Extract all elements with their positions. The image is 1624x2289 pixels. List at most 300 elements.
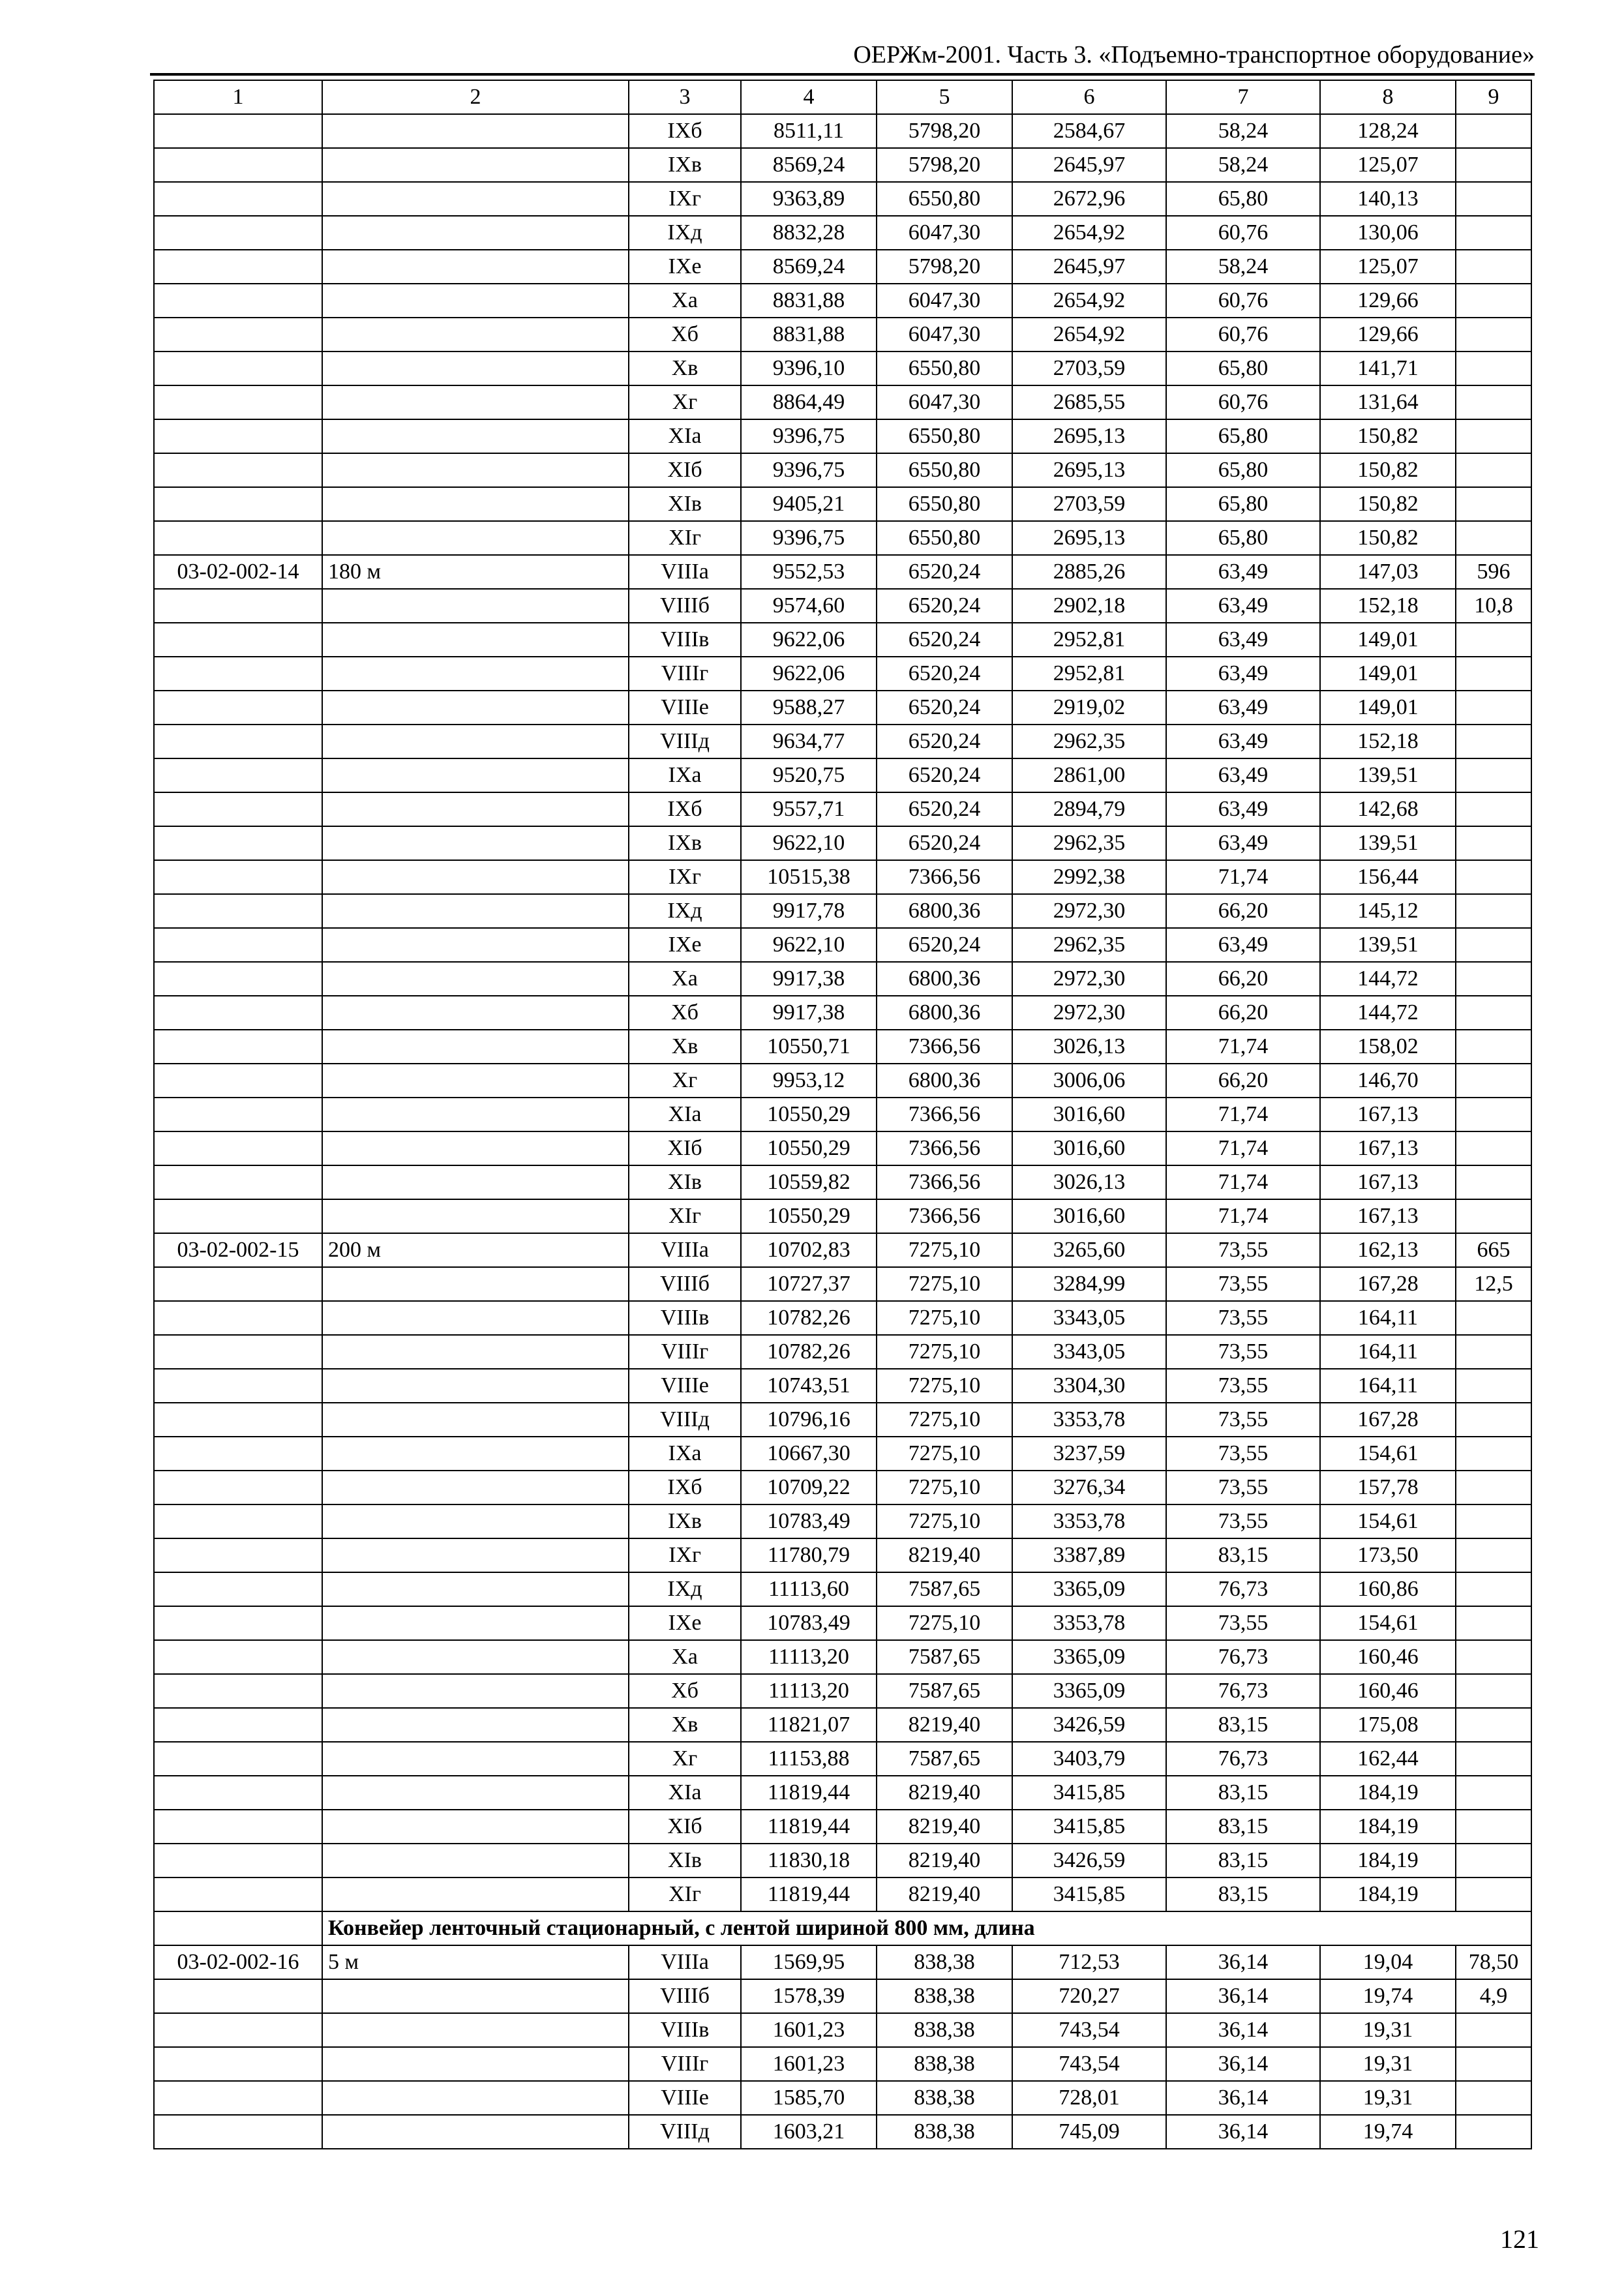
column-number-row	[154, 80, 1531, 114]
table-cell-col-8: 129,66	[1320, 284, 1456, 318]
table-cell-col-8: 160,46	[1320, 1674, 1456, 1708]
table-cell-col-6: 3415,85	[1012, 1776, 1166, 1810]
table-cell-col-6: 2919,02	[1012, 691, 1166, 725]
table-cell-col-1	[154, 1606, 322, 1640]
table-cell-col-2	[322, 962, 629, 996]
table-row	[154, 962, 1531, 996]
table-row	[154, 1776, 1531, 1810]
table-cell-col-2	[322, 1674, 629, 1708]
table-cell-col-3: XIв	[629, 1165, 741, 1199]
table-cell-col-6: 2703,59	[1012, 487, 1166, 521]
table-cell-col-6: 2902,18	[1012, 589, 1166, 623]
table-cell-col-3: VIIIе	[629, 2081, 741, 2115]
table-cell-col-6: 3304,30	[1012, 1369, 1166, 1403]
table-cell-col-4: 10743,51	[741, 1369, 877, 1403]
table-cell-col-6: 2695,13	[1012, 453, 1166, 487]
table-cell-col-4: 11113,20	[741, 1640, 877, 1674]
table-cell-col-1	[154, 1979, 322, 2013]
table-cell-col-5: 6047,30	[877, 216, 1012, 250]
table-cell-col-2	[322, 1437, 629, 1471]
table-cell-col-2	[322, 521, 629, 555]
table-cell-col-4: 11780,79	[741, 1538, 877, 1572]
table-cell-col-9: 665	[1456, 1233, 1531, 1267]
table-cell-col-8: 164,11	[1320, 1301, 1456, 1335]
table-cell-col-6: 3343,05	[1012, 1335, 1166, 1369]
table-cell-col-9	[1456, 1471, 1531, 1504]
table-cell-col-2	[322, 1064, 629, 1098]
table-cell-col-8: 125,07	[1320, 250, 1456, 284]
table-cell-col-5: 6550,80	[877, 419, 1012, 453]
table-row	[154, 284, 1531, 318]
table-cell-col-7: 36,14	[1166, 1979, 1320, 2013]
table-cell-col-6: 3026,13	[1012, 1030, 1166, 1064]
table-cell-col-2	[322, 114, 629, 148]
table-row	[154, 1504, 1531, 1538]
table-cell-col-4: 10727,37	[741, 1267, 877, 1301]
table-cell-col-7: 71,74	[1166, 1131, 1320, 1165]
table-cell-col-2	[322, 1165, 629, 1199]
table-cell-col-3: Xв	[629, 1030, 741, 1064]
table-cell-col-2	[322, 1403, 629, 1437]
table-row	[154, 996, 1531, 1030]
table-cell-col-2: 5 м	[322, 1945, 629, 1979]
table-cell-col-9	[1456, 1572, 1531, 1606]
table-cell-col-9	[1456, 2047, 1531, 2081]
table-cell-col-1	[154, 2115, 322, 2149]
table-cell-col-7: 65,80	[1166, 453, 1320, 487]
table-cell-col-2	[322, 1471, 629, 1504]
table-row	[154, 623, 1531, 657]
table-cell-col-9	[1456, 1844, 1531, 1878]
table-row	[154, 453, 1531, 487]
table-cell-col-2	[322, 318, 629, 352]
column-number: 1	[154, 80, 322, 114]
table-cell-col-7: 65,80	[1166, 352, 1320, 385]
table-cell-col-3: XIг	[629, 521, 741, 555]
table-cell-col-8: 162,13	[1320, 1233, 1456, 1267]
table-row	[154, 1301, 1531, 1335]
table-cell-col-1	[154, 1098, 322, 1131]
table-row	[154, 2047, 1531, 2081]
table-cell-col-3: Xа	[629, 1640, 741, 1674]
table-cell-col-7: 36,14	[1166, 2115, 1320, 2149]
table-cell-col-2	[322, 1878, 629, 1911]
table-cell-col-4: 10515,38	[741, 860, 877, 894]
table-cell-col-2	[322, 1301, 629, 1335]
table-cell-col-7: 71,74	[1166, 1165, 1320, 1199]
table-cell-col-2	[322, 792, 629, 826]
table-cell-col-3: XIг	[629, 1878, 741, 1911]
table-cell-col-6: 3365,09	[1012, 1674, 1166, 1708]
table-cell-col-8: 19,04	[1320, 1945, 1456, 1979]
table-row	[154, 1708, 1531, 1742]
table-cell-col-5: 5798,20	[877, 114, 1012, 148]
table-cell-col-1	[154, 1742, 322, 1776]
table-row	[154, 250, 1531, 284]
table-cell-col-1	[154, 2047, 322, 2081]
table-cell-col-8: 128,24	[1320, 114, 1456, 148]
table-cell-col-4: 8831,88	[741, 318, 877, 352]
table-cell-col-5: 7275,10	[877, 1335, 1012, 1369]
table-cell-col-7: 63,49	[1166, 928, 1320, 962]
table-cell-col-9	[1456, 419, 1531, 453]
table-cell-col-2	[322, 1267, 629, 1301]
table-cell-col-7: 65,80	[1166, 521, 1320, 555]
table-row	[154, 928, 1531, 962]
table-cell-col-9	[1456, 385, 1531, 419]
table-cell-col-7: 66,20	[1166, 996, 1320, 1030]
table-cell-col-3: IXб	[629, 114, 741, 148]
column-number: 6	[1012, 80, 1166, 114]
table-row	[154, 1640, 1531, 1674]
table-row	[154, 1878, 1531, 1911]
table-cell-col-9	[1456, 657, 1531, 691]
table-cell-col-3: IXб	[629, 792, 741, 826]
table-row	[154, 114, 1531, 148]
price-table	[153, 80, 1532, 2149]
table-cell-col-4: 9622,10	[741, 826, 877, 860]
table-cell-col-5: 8219,40	[877, 1708, 1012, 1742]
table-cell-col-8: 19,74	[1320, 1979, 1456, 2013]
table-cell-col-7: 36,14	[1166, 2047, 1320, 2081]
table-cell-col-3: VIIIа	[629, 555, 741, 589]
table-cell-col-6: 2654,92	[1012, 318, 1166, 352]
table-cell-col-5: 6800,36	[877, 1064, 1012, 1098]
table-cell-col-4: 10702,83	[741, 1233, 877, 1267]
table-cell-col-7: 36,14	[1166, 2013, 1320, 2047]
table-cell-col-7: 83,15	[1166, 1776, 1320, 1810]
table-cell-col-9	[1456, 1064, 1531, 1098]
table-cell-col-9	[1456, 1878, 1531, 1911]
table-cell-col-6: 720,27	[1012, 1979, 1166, 2013]
table-row	[154, 1369, 1531, 1403]
table-cell-col-3: VIIIе	[629, 1369, 741, 1403]
table-cell-col-1	[154, 1131, 322, 1165]
table-cell-col-9	[1456, 1640, 1531, 1674]
table-cell-col-9	[1456, 1335, 1531, 1369]
table-cell-col-1	[154, 623, 322, 657]
table-row	[154, 758, 1531, 792]
table-cell-col-3: IXд	[629, 216, 741, 250]
table-cell-col-8: 150,82	[1320, 487, 1456, 521]
table-cell-col-2	[322, 182, 629, 216]
table-cell-col-4: 11819,44	[741, 1878, 877, 1911]
table-cell-col-5: 7275,10	[877, 1504, 1012, 1538]
table-cell-col-1	[154, 2013, 322, 2047]
table-cell-col-3: Xг	[629, 1064, 741, 1098]
table-row	[154, 826, 1531, 860]
table-cell-col-3: VIIIб	[629, 589, 741, 623]
table-cell-col-3: XIв	[629, 487, 741, 521]
table-cell-col-6: 2972,30	[1012, 894, 1166, 928]
table-cell-col-3: IXе	[629, 250, 741, 284]
table-cell-col-8: 150,82	[1320, 453, 1456, 487]
table-cell-col-2	[322, 860, 629, 894]
table-cell-col-1	[154, 521, 322, 555]
table-cell-col-6: 3016,60	[1012, 1098, 1166, 1131]
table-cell-col-5: 6047,30	[877, 284, 1012, 318]
table-row	[154, 1674, 1531, 1708]
table-cell-col-5: 7275,10	[877, 1233, 1012, 1267]
table-cell-col-8: 152,18	[1320, 725, 1456, 758]
table-row	[154, 2013, 1531, 2047]
table-cell-col-4: 10550,29	[741, 1199, 877, 1233]
table-cell-col-9	[1456, 1538, 1531, 1572]
table-cell-col-4: 9552,53	[741, 555, 877, 589]
table-cell-col-3: IXг	[629, 182, 741, 216]
table-cell-col-5: 6800,36	[877, 894, 1012, 928]
table-row	[154, 1064, 1531, 1098]
table-cell-col-5: 838,38	[877, 1979, 1012, 2013]
table-cell-col-2	[322, 826, 629, 860]
table-cell-col-2	[322, 1538, 629, 1572]
table-cell-col-2	[322, 894, 629, 928]
table-cell-col-3: XIб	[629, 1810, 741, 1844]
table-cell-col-4: 9557,71	[741, 792, 877, 826]
table-cell-col-9: 4,9	[1456, 1979, 1531, 2013]
table-cell-col-9	[1456, 1369, 1531, 1403]
table-cell-col-9: 10,8	[1456, 589, 1531, 623]
table-cell-col-1	[154, 928, 322, 962]
table-cell-col-1	[154, 250, 322, 284]
table-cell-col-7: 73,55	[1166, 1437, 1320, 1471]
table-cell-col-9	[1456, 1437, 1531, 1471]
table-cell-col-3: VIIIв	[629, 1301, 741, 1335]
table-cell-col-2: 180 м	[322, 555, 629, 589]
table-cell-col-4: 9574,60	[741, 589, 877, 623]
table-row	[154, 148, 1531, 182]
table-cell-col-6: 2962,35	[1012, 826, 1166, 860]
table-cell-col-8: 184,19	[1320, 1810, 1456, 1844]
table-row	[154, 1437, 1531, 1471]
table-cell-col-1	[154, 725, 322, 758]
table-cell-col-5: 6550,80	[877, 182, 1012, 216]
table-cell-col-6: 743,54	[1012, 2013, 1166, 2047]
table-cell-col-8: 157,78	[1320, 1471, 1456, 1504]
table-cell-col-5: 838,38	[877, 2047, 1012, 2081]
table-cell-col-7: 73,55	[1166, 1606, 1320, 1640]
table-cell-col-4: 10550,71	[741, 1030, 877, 1064]
table-cell-col-3: VIIIб	[629, 1979, 741, 2013]
table-cell-col-8: 152,18	[1320, 589, 1456, 623]
table-cell-col-6: 712,53	[1012, 1945, 1166, 1979]
table-cell-col-1	[154, 419, 322, 453]
table-cell-col-3: VIIIд	[629, 1403, 741, 1437]
table-cell-col-7: 66,20	[1166, 1064, 1320, 1098]
table-cell-col-2	[322, 589, 629, 623]
table-cell-col-4: 8864,49	[741, 385, 877, 419]
table-cell-col-8: 167,13	[1320, 1098, 1456, 1131]
table-cell-col-4: 9622,06	[741, 623, 877, 657]
table-cell-col-6: 2962,35	[1012, 928, 1166, 962]
table-cell-col-4: 8832,28	[741, 216, 877, 250]
table-cell-col-8: 164,11	[1320, 1369, 1456, 1403]
table-cell-col-8: 167,28	[1320, 1267, 1456, 1301]
table-cell-col-4: 11819,44	[741, 1776, 877, 1810]
table-cell-col-9	[1456, 1606, 1531, 1640]
table-cell-col-8: 131,64	[1320, 385, 1456, 419]
table-cell-col-4: 11153,88	[741, 1742, 877, 1776]
table-cell-col-5: 838,38	[877, 1945, 1012, 1979]
table-cell-col-1	[154, 318, 322, 352]
table-cell-col-5: 7275,10	[877, 1267, 1012, 1301]
table-cell-col-9	[1456, 1131, 1531, 1165]
table-cell-col-1	[154, 1369, 322, 1403]
table-cell-col-6: 2972,30	[1012, 962, 1166, 996]
table-cell-col-8: 167,13	[1320, 1131, 1456, 1165]
table-cell-col-8: 184,19	[1320, 1776, 1456, 1810]
table-cell-col-1	[154, 453, 322, 487]
table-cell-col-6: 2672,96	[1012, 182, 1166, 216]
table-cell-col-1	[154, 352, 322, 385]
table-cell-col-4: 10783,49	[741, 1606, 877, 1640]
table-row	[154, 1572, 1531, 1606]
table-cell-col-9	[1456, 521, 1531, 555]
table-cell-col-4: 1585,70	[741, 2081, 877, 2115]
table-cell-col-5: 8219,40	[877, 1538, 1012, 1572]
table-cell-col-5: 6550,80	[877, 487, 1012, 521]
table-cell-col-5: 6520,24	[877, 792, 1012, 826]
table-cell-col-4: 9917,38	[741, 996, 877, 1030]
table-cell-col-5: 7275,10	[877, 1301, 1012, 1335]
table-cell-col-2	[322, 250, 629, 284]
table-cell-col-9	[1456, 148, 1531, 182]
table-cell-col-3: IXв	[629, 826, 741, 860]
table-cell-col-9	[1456, 182, 1531, 216]
table-cell-col-7: 60,76	[1166, 385, 1320, 419]
table-cell-col-6: 2894,79	[1012, 792, 1166, 826]
table-cell-col-9: 596	[1456, 555, 1531, 589]
table-cell-col-1	[154, 1504, 322, 1538]
table-cell-col-3: VIIIа	[629, 1945, 741, 1979]
table-cell-col-7: 63,49	[1166, 792, 1320, 826]
table-cell-col-7: 36,14	[1166, 1945, 1320, 1979]
table-cell-col-9	[1456, 2013, 1531, 2047]
table-cell-col-5: 838,38	[877, 2081, 1012, 2115]
table-row	[154, 1098, 1531, 1131]
table-body	[154, 114, 1531, 2149]
table-cell-col-3: XIб	[629, 453, 741, 487]
table-cell-col-2	[322, 1708, 629, 1742]
table-cell-col-9	[1456, 1301, 1531, 1335]
table-cell-col-4: 9917,78	[741, 894, 877, 928]
table-cell-col-4: 10550,29	[741, 1131, 877, 1165]
table-row	[154, 894, 1531, 928]
table-cell-col-8: 150,82	[1320, 521, 1456, 555]
table-cell-col-2	[322, 1369, 629, 1403]
table-cell-col-5: 7366,56	[877, 1199, 1012, 1233]
table-cell-col-2: 200 м	[322, 1233, 629, 1267]
table-cell-col-6: 743,54	[1012, 2047, 1166, 2081]
table-cell-col-4: 1601,23	[741, 2013, 877, 2047]
table-cell-col-7: 63,49	[1166, 623, 1320, 657]
table-cell-col-6: 2885,26	[1012, 555, 1166, 589]
table-cell-col-3: Xг	[629, 385, 741, 419]
table-cell-col-3: VIIIд	[629, 2115, 741, 2149]
table-cell-col-8: 164,11	[1320, 1335, 1456, 1369]
table-cell-col-8: 144,72	[1320, 962, 1456, 996]
table-cell-col-5: 7275,10	[877, 1471, 1012, 1504]
table-cell-col-4: 10709,22	[741, 1471, 877, 1504]
table-cell-col-8: 140,13	[1320, 182, 1456, 216]
table-row	[154, 1233, 1531, 1267]
table-cell-col-1	[154, 1708, 322, 1742]
table-cell-col-3: Xг	[629, 1742, 741, 1776]
table-cell-col-6: 3353,78	[1012, 1504, 1166, 1538]
table-cell-col-9	[1456, 1165, 1531, 1199]
table-cell-col-3: VIIIе	[629, 691, 741, 725]
table-cell-col-1	[154, 657, 322, 691]
table-row	[154, 182, 1531, 216]
table-cell-col-5: 7275,10	[877, 1369, 1012, 1403]
table-cell-col-8: 154,61	[1320, 1504, 1456, 1538]
table-cell-col-5: 6550,80	[877, 453, 1012, 487]
table-cell-col-4: 10783,49	[741, 1504, 877, 1538]
table-cell-col-7: 58,24	[1166, 114, 1320, 148]
table-cell-col-7: 83,15	[1166, 1844, 1320, 1878]
table-cell-col-2	[322, 657, 629, 691]
table-cell-col-9	[1456, 623, 1531, 657]
table-cell-col-5: 7587,65	[877, 1742, 1012, 1776]
table-cell-col-3: Xб	[629, 1674, 741, 1708]
header-rule	[150, 73, 1535, 76]
table-cell-col-4: 8569,24	[741, 250, 877, 284]
table-cell-col-1	[154, 1810, 322, 1844]
table-cell-col-9	[1456, 2115, 1531, 2149]
table-cell-col-5: 6047,30	[877, 318, 1012, 352]
table-cell-col-6: 2992,38	[1012, 860, 1166, 894]
table-row	[154, 657, 1531, 691]
table-cell-col-2	[322, 758, 629, 792]
table-cell-col-1	[154, 284, 322, 318]
table-cell-col-9	[1456, 1742, 1531, 1776]
table-cell-col-4: 9953,12	[741, 1064, 877, 1098]
table-cell-col-9	[1456, 453, 1531, 487]
table-cell-col-7: 60,76	[1166, 318, 1320, 352]
table-cell-col-8: 160,46	[1320, 1640, 1456, 1674]
table-cell-col-3: Xа	[629, 284, 741, 318]
table-cell-col-7: 73,55	[1166, 1267, 1320, 1301]
table-cell-col-2	[322, 1742, 629, 1776]
table-cell-col-3: IXд	[629, 1572, 741, 1606]
table-cell-col-1	[154, 216, 322, 250]
table-cell-col-1	[154, 1301, 322, 1335]
table-cell-col-7: 83,15	[1166, 1878, 1320, 1911]
table-cell-col-3: VIIIв	[629, 623, 741, 657]
table-cell-col-2	[322, 1199, 629, 1233]
table-cell-col-5: 7275,10	[877, 1606, 1012, 1640]
table-cell-col-3: VIIIг	[629, 1335, 741, 1369]
table-cell-col-5: 8219,40	[877, 1810, 1012, 1844]
table-cell-col-3: IXа	[629, 758, 741, 792]
table-row	[154, 1471, 1531, 1504]
table-cell-col-3: VIIIв	[629, 2013, 741, 2047]
table-cell-col-4: 9396,75	[741, 521, 877, 555]
table-cell-col-7: 36,14	[1166, 2081, 1320, 2115]
table-row	[154, 1030, 1531, 1064]
page-header-title: ОЕРЖм-2001. Часть 3. «Подъемно-транспортное оборудование»	[853, 41, 1535, 68]
table-cell-col-4: 11113,20	[741, 1674, 877, 1708]
table-cell-col-1	[154, 385, 322, 419]
table-cell-col-2	[322, 1504, 629, 1538]
table-cell-col-5: 7587,65	[877, 1640, 1012, 1674]
table-row	[154, 1538, 1531, 1572]
column-number: 2	[322, 80, 629, 114]
table-cell-col-1	[154, 996, 322, 1030]
section-spacer-cell	[154, 1911, 322, 1945]
table-cell-col-4: 11113,60	[741, 1572, 877, 1606]
table-row	[154, 419, 1531, 453]
